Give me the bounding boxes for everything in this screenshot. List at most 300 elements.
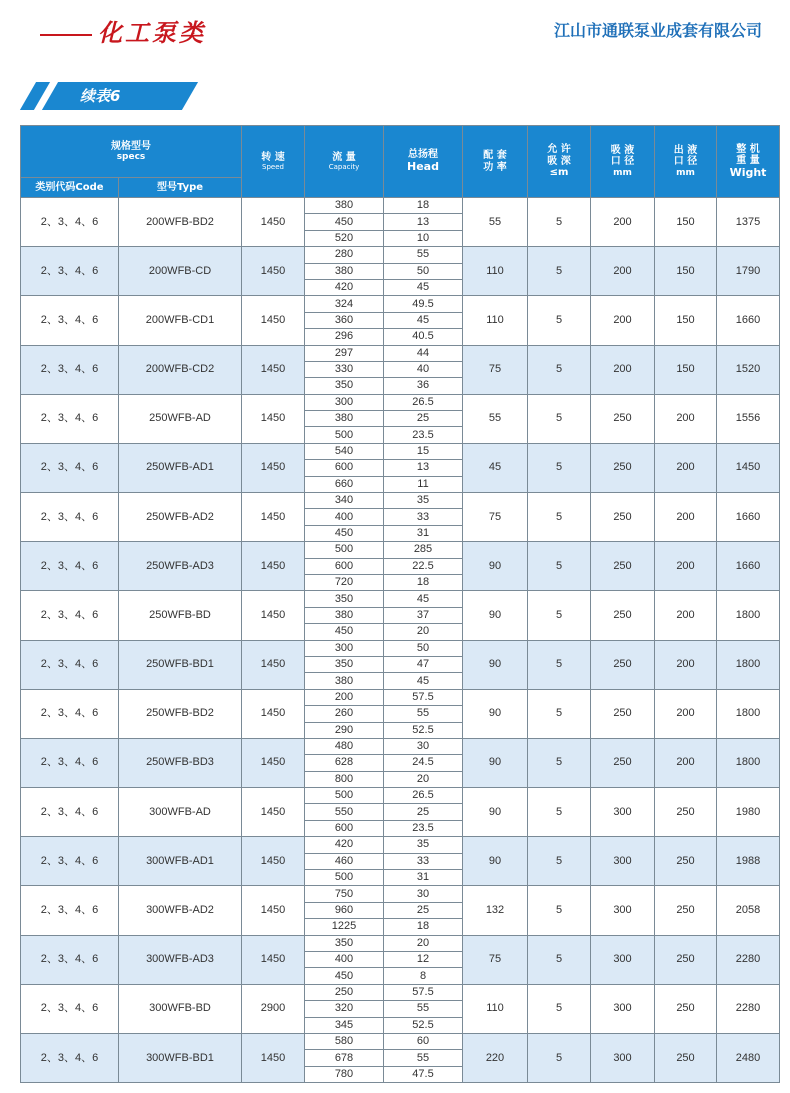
cell-flow: 380 bbox=[305, 263, 384, 279]
cell-speed: 1450 bbox=[242, 935, 305, 984]
cell-head: 31 bbox=[384, 870, 463, 886]
brand-title: 化工泵类 bbox=[98, 18, 206, 47]
cell-weight: 1980 bbox=[717, 788, 780, 837]
cell-power: 110 bbox=[463, 247, 528, 296]
cell-flow: 540 bbox=[305, 443, 384, 459]
cell-inlet: 250 bbox=[591, 394, 655, 443]
cell-head: 285 bbox=[384, 542, 463, 558]
cell-code: 2、3、4、6 bbox=[21, 591, 119, 640]
table-row bbox=[21, 640, 780, 656]
cell-suction: 5 bbox=[528, 198, 591, 247]
cell-weight: 1800 bbox=[717, 689, 780, 738]
cell-flow: 290 bbox=[305, 722, 384, 738]
weight-header-cn1: 整 机 bbox=[736, 143, 760, 155]
cell-suction: 5 bbox=[528, 1033, 591, 1082]
table-row bbox=[21, 689, 780, 705]
cell-speed: 1450 bbox=[242, 345, 305, 394]
cell-outlet: 250 bbox=[655, 935, 717, 984]
cell-flow: 460 bbox=[305, 853, 384, 869]
cell-head: 25 bbox=[384, 411, 463, 427]
cell-flow: 330 bbox=[305, 361, 384, 377]
cell-code: 2、3、4、6 bbox=[21, 542, 119, 591]
cell-head: 50 bbox=[384, 640, 463, 656]
cell-flow: 345 bbox=[305, 1017, 384, 1033]
cell-type: 250WFB-AD2 bbox=[119, 493, 242, 542]
table-row bbox=[21, 788, 780, 804]
cell-flow: 350 bbox=[305, 591, 384, 607]
cell-speed: 1450 bbox=[242, 247, 305, 296]
cell-inlet: 250 bbox=[591, 443, 655, 492]
cell-weight: 1800 bbox=[717, 591, 780, 640]
cell-weight: 1988 bbox=[717, 837, 780, 886]
cell-type: 300WFB-AD1 bbox=[119, 837, 242, 886]
cell-code: 2、3、4、6 bbox=[21, 1033, 119, 1082]
cell-inlet: 300 bbox=[591, 837, 655, 886]
cell-outlet: 200 bbox=[655, 443, 717, 492]
cell-type: 300WFB-BD1 bbox=[119, 1033, 242, 1082]
cell-flow: 380 bbox=[305, 198, 384, 214]
cell-head: 47.5 bbox=[384, 1066, 463, 1082]
cell-power: 132 bbox=[463, 886, 528, 935]
cell-head: 33 bbox=[384, 853, 463, 869]
cell-head: 25 bbox=[384, 902, 463, 918]
cell-head: 45 bbox=[384, 312, 463, 328]
capacity-header-en: Capacity bbox=[328, 163, 360, 172]
cell-power: 110 bbox=[463, 984, 528, 1033]
cell-code: 2、3、4、6 bbox=[21, 837, 119, 886]
speed-header-en: Speed bbox=[262, 163, 284, 172]
suction-header-cn1: 允 许 bbox=[547, 144, 571, 156]
cell-suction: 5 bbox=[528, 689, 591, 738]
cell-flow: 300 bbox=[305, 640, 384, 656]
cell-code: 2、3、4、6 bbox=[21, 935, 119, 984]
banner-title: 续表6 bbox=[80, 87, 121, 105]
cell-inlet: 250 bbox=[591, 493, 655, 542]
cell-weight: 2480 bbox=[717, 1033, 780, 1082]
code-header: 类别代码Code bbox=[21, 178, 119, 198]
cell-weight: 2280 bbox=[717, 935, 780, 984]
cell-flow: 500 bbox=[305, 870, 384, 886]
cell-outlet: 250 bbox=[655, 886, 717, 935]
cell-suction: 5 bbox=[528, 247, 591, 296]
cell-head: 57.5 bbox=[384, 689, 463, 705]
cell-suction: 5 bbox=[528, 296, 591, 345]
cell-head: 25 bbox=[384, 804, 463, 820]
cell-flow: 960 bbox=[305, 902, 384, 918]
cell-head: 52.5 bbox=[384, 1017, 463, 1033]
cell-power: 75 bbox=[463, 493, 528, 542]
cell-type: 300WFB-AD2 bbox=[119, 886, 242, 935]
cell-weight: 2058 bbox=[717, 886, 780, 935]
cell-outlet: 250 bbox=[655, 837, 717, 886]
cell-head: 55 bbox=[384, 1001, 463, 1017]
cell-outlet: 250 bbox=[655, 984, 717, 1033]
cell-power: 90 bbox=[463, 542, 528, 591]
cell-head: 18 bbox=[384, 574, 463, 590]
cell-flow: 450 bbox=[305, 968, 384, 984]
cell-flow: 660 bbox=[305, 476, 384, 492]
cell-flow: 250 bbox=[305, 984, 384, 1000]
cell-code: 2、3、4、6 bbox=[21, 640, 119, 689]
cell-type: 200WFB-CD2 bbox=[119, 345, 242, 394]
cell-outlet: 150 bbox=[655, 296, 717, 345]
outlet-header-cn1: 出 液 bbox=[673, 144, 698, 156]
weight-header bbox=[717, 126, 780, 198]
cell-type: 250WFB-BD2 bbox=[119, 689, 242, 738]
cell-power: 75 bbox=[463, 345, 528, 394]
outlet-header-unit: mm bbox=[676, 167, 695, 178]
cell-head: 26.5 bbox=[384, 394, 463, 410]
weight-header-cn2: 重 量 bbox=[736, 155, 760, 167]
inlet-header bbox=[591, 126, 655, 198]
capacity-header-cn: 流 量 bbox=[332, 151, 356, 163]
table-row bbox=[21, 886, 780, 902]
cell-type: 250WFB-BD bbox=[119, 591, 242, 640]
cell-flow: 300 bbox=[305, 394, 384, 410]
cell-head: 20 bbox=[384, 624, 463, 640]
cell-code: 2、3、4、6 bbox=[21, 198, 119, 247]
company-name: 江山市通联泵业成套有限公司 bbox=[553, 21, 762, 40]
table-row bbox=[21, 296, 780, 312]
cell-flow: 350 bbox=[305, 656, 384, 672]
cell-flow: 297 bbox=[305, 345, 384, 361]
cell-type: 200WFB-CD1 bbox=[119, 296, 242, 345]
cell-head: 40 bbox=[384, 361, 463, 377]
cell-inlet: 300 bbox=[591, 984, 655, 1033]
cell-flow: 400 bbox=[305, 951, 384, 967]
cell-suction: 5 bbox=[528, 788, 591, 837]
cell-outlet: 200 bbox=[655, 394, 717, 443]
cell-weight: 1800 bbox=[717, 738, 780, 787]
speed-header-cn: 转 速 bbox=[261, 151, 285, 163]
cell-speed: 1450 bbox=[242, 640, 305, 689]
cell-weight: 1660 bbox=[717, 542, 780, 591]
cell-flow: 260 bbox=[305, 706, 384, 722]
cell-weight: 2280 bbox=[717, 984, 780, 1033]
cell-type: 250WFB-AD3 bbox=[119, 542, 242, 591]
cell-code: 2、3、4、6 bbox=[21, 247, 119, 296]
cell-inlet: 200 bbox=[591, 247, 655, 296]
cell-inlet: 200 bbox=[591, 345, 655, 394]
cell-head: 55 bbox=[384, 247, 463, 263]
cell-power: 75 bbox=[463, 935, 528, 984]
cell-speed: 1450 bbox=[242, 394, 305, 443]
suction-header-cn2: 吸 深 bbox=[547, 155, 571, 167]
cell-outlet: 250 bbox=[655, 1033, 717, 1082]
cell-flow: 400 bbox=[305, 509, 384, 525]
cell-head: 31 bbox=[384, 525, 463, 541]
cell-suction: 5 bbox=[528, 345, 591, 394]
cell-speed: 1450 bbox=[242, 198, 305, 247]
cell-type: 300WFB-AD3 bbox=[119, 935, 242, 984]
cell-speed: 1450 bbox=[242, 493, 305, 542]
cell-type: 300WFB-BD bbox=[119, 984, 242, 1033]
cell-power: 90 bbox=[463, 738, 528, 787]
table-row bbox=[21, 493, 780, 509]
cell-weight: 1520 bbox=[717, 345, 780, 394]
table-row bbox=[21, 247, 780, 263]
specs-header bbox=[21, 126, 242, 178]
cell-outlet: 200 bbox=[655, 689, 717, 738]
cell-flow: 450 bbox=[305, 214, 384, 230]
cell-power: 110 bbox=[463, 296, 528, 345]
cell-power: 90 bbox=[463, 788, 528, 837]
cell-head: 8 bbox=[384, 968, 463, 984]
cell-outlet: 200 bbox=[655, 591, 717, 640]
cell-suction: 5 bbox=[528, 591, 591, 640]
cell-head: 35 bbox=[384, 837, 463, 853]
table-row bbox=[21, 542, 780, 558]
cell-speed: 1450 bbox=[242, 591, 305, 640]
cell-speed: 1450 bbox=[242, 296, 305, 345]
cell-flow: 296 bbox=[305, 329, 384, 345]
outlet-header bbox=[655, 126, 717, 198]
cell-flow: 280 bbox=[305, 247, 384, 263]
head-header-en: Head bbox=[407, 159, 439, 173]
cell-flow: 500 bbox=[305, 542, 384, 558]
cell-head: 55 bbox=[384, 706, 463, 722]
cell-head: 22.5 bbox=[384, 558, 463, 574]
cell-flow: 340 bbox=[305, 493, 384, 509]
cell-speed: 1450 bbox=[242, 788, 305, 837]
cell-head: 57.5 bbox=[384, 984, 463, 1000]
cell-head: 35 bbox=[384, 493, 463, 509]
cell-head: 44 bbox=[384, 345, 463, 361]
section-banner bbox=[20, 82, 184, 110]
cell-flow: 320 bbox=[305, 1001, 384, 1017]
cell-power: 220 bbox=[463, 1033, 528, 1082]
cell-head: 30 bbox=[384, 886, 463, 902]
cell-flow: 600 bbox=[305, 558, 384, 574]
cell-suction: 5 bbox=[528, 837, 591, 886]
cell-power: 90 bbox=[463, 837, 528, 886]
cell-flow: 500 bbox=[305, 427, 384, 443]
cell-flow: 450 bbox=[305, 525, 384, 541]
specs-header-cn: 规格型号 bbox=[111, 140, 151, 152]
cell-type: 200WFB-CD bbox=[119, 247, 242, 296]
cell-head: 60 bbox=[384, 1033, 463, 1049]
speed-header bbox=[242, 126, 305, 198]
cell-type: 300WFB-AD bbox=[119, 788, 242, 837]
cell-weight: 1790 bbox=[717, 247, 780, 296]
table-row bbox=[21, 837, 780, 853]
cell-suction: 5 bbox=[528, 935, 591, 984]
cell-flow: 200 bbox=[305, 689, 384, 705]
cell-code: 2、3、4、6 bbox=[21, 493, 119, 542]
table-row bbox=[21, 394, 780, 410]
cell-flow: 380 bbox=[305, 673, 384, 689]
cell-head: 23.5 bbox=[384, 427, 463, 443]
cell-flow: 420 bbox=[305, 279, 384, 295]
cell-flow: 600 bbox=[305, 820, 384, 836]
cell-flow: 720 bbox=[305, 574, 384, 590]
cell-head: 37 bbox=[384, 607, 463, 623]
cell-inlet: 200 bbox=[591, 296, 655, 345]
cell-flow: 500 bbox=[305, 788, 384, 804]
cell-outlet: 200 bbox=[655, 640, 717, 689]
cell-flow: 780 bbox=[305, 1066, 384, 1082]
cell-head: 20 bbox=[384, 935, 463, 951]
cell-inlet: 250 bbox=[591, 738, 655, 787]
cell-head: 52.5 bbox=[384, 722, 463, 738]
cell-inlet: 250 bbox=[591, 640, 655, 689]
cell-code: 2、3、4、6 bbox=[21, 394, 119, 443]
cell-flow: 350 bbox=[305, 378, 384, 394]
cell-inlet: 300 bbox=[591, 886, 655, 935]
table-row bbox=[21, 738, 780, 754]
cell-flow: 520 bbox=[305, 230, 384, 246]
cell-code: 2、3、4、6 bbox=[21, 296, 119, 345]
cell-head: 45 bbox=[384, 673, 463, 689]
cell-code: 2、3、4、6 bbox=[21, 689, 119, 738]
cell-suction: 5 bbox=[528, 542, 591, 591]
power-header-cn1: 配 套 bbox=[483, 150, 507, 161]
cell-power: 55 bbox=[463, 198, 528, 247]
cell-weight: 1450 bbox=[717, 443, 780, 492]
cell-flow: 450 bbox=[305, 624, 384, 640]
cell-flow: 380 bbox=[305, 411, 384, 427]
cell-speed: 1450 bbox=[242, 886, 305, 935]
inlet-header-cn2: 口 径 bbox=[610, 156, 635, 168]
cell-code: 2、3、4、6 bbox=[21, 984, 119, 1033]
cell-outlet: 150 bbox=[655, 345, 717, 394]
cell-head: 47 bbox=[384, 656, 463, 672]
cell-speed: 1450 bbox=[242, 542, 305, 591]
type-header: 型号Type bbox=[119, 178, 242, 198]
cell-inlet: 200 bbox=[591, 198, 655, 247]
cell-outlet: 150 bbox=[655, 247, 717, 296]
cell-head: 10 bbox=[384, 230, 463, 246]
cell-code: 2、3、4、6 bbox=[21, 738, 119, 787]
cell-inlet: 300 bbox=[591, 935, 655, 984]
cell-head: 13 bbox=[384, 460, 463, 476]
cell-power: 90 bbox=[463, 640, 528, 689]
cell-weight: 1800 bbox=[717, 640, 780, 689]
cell-flow: 580 bbox=[305, 1033, 384, 1049]
cell-head: 36 bbox=[384, 378, 463, 394]
cell-head: 50 bbox=[384, 263, 463, 279]
cell-suction: 5 bbox=[528, 886, 591, 935]
brand-line bbox=[40, 34, 92, 36]
cell-head: 11 bbox=[384, 476, 463, 492]
cell-power: 55 bbox=[463, 394, 528, 443]
cell-outlet: 200 bbox=[655, 542, 717, 591]
cell-flow: 480 bbox=[305, 738, 384, 754]
cell-head: 23.5 bbox=[384, 820, 463, 836]
cell-speed: 2900 bbox=[242, 984, 305, 1033]
spec-table-body bbox=[21, 198, 780, 1083]
cell-flow: 678 bbox=[305, 1050, 384, 1066]
cell-head: 30 bbox=[384, 738, 463, 754]
cell-type: 250WFB-BD1 bbox=[119, 640, 242, 689]
cell-weight: 1375 bbox=[717, 198, 780, 247]
cell-type: 250WFB-AD1 bbox=[119, 443, 242, 492]
cell-code: 2、3、4、6 bbox=[21, 443, 119, 492]
table-row bbox=[21, 1033, 780, 1049]
cell-speed: 1450 bbox=[242, 1033, 305, 1082]
cell-speed: 1450 bbox=[242, 837, 305, 886]
outlet-header-cn2: 口 径 bbox=[673, 156, 698, 168]
inlet-header-unit: mm bbox=[613, 167, 632, 178]
table-row bbox=[21, 935, 780, 951]
cell-flow: 628 bbox=[305, 755, 384, 771]
cell-head: 55 bbox=[384, 1050, 463, 1066]
cell-type: 200WFB-BD2 bbox=[119, 198, 242, 247]
cell-inlet: 250 bbox=[591, 542, 655, 591]
cell-weight: 1556 bbox=[717, 394, 780, 443]
cell-flow: 550 bbox=[305, 804, 384, 820]
cell-head: 26.5 bbox=[384, 788, 463, 804]
cell-power: 90 bbox=[463, 689, 528, 738]
cell-outlet: 250 bbox=[655, 788, 717, 837]
table-row bbox=[21, 591, 780, 607]
spec-table bbox=[20, 125, 780, 1083]
head-header bbox=[384, 126, 463, 198]
power-header bbox=[463, 126, 528, 198]
cell-suction: 5 bbox=[528, 640, 591, 689]
cell-head: 12 bbox=[384, 951, 463, 967]
cell-speed: 1450 bbox=[242, 443, 305, 492]
table-row bbox=[21, 443, 780, 459]
cell-power: 45 bbox=[463, 443, 528, 492]
cell-code: 2、3、4、6 bbox=[21, 345, 119, 394]
cell-speed: 1450 bbox=[242, 738, 305, 787]
cell-head: 13 bbox=[384, 214, 463, 230]
table-row bbox=[21, 984, 780, 1000]
cell-suction: 5 bbox=[528, 738, 591, 787]
cell-flow: 1225 bbox=[305, 919, 384, 935]
cell-head: 33 bbox=[384, 509, 463, 525]
cell-outlet: 200 bbox=[655, 493, 717, 542]
cell-flow: 380 bbox=[305, 607, 384, 623]
cell-power: 90 bbox=[463, 591, 528, 640]
power-header-cn2: 功 率 bbox=[483, 161, 507, 173]
cell-suction: 5 bbox=[528, 443, 591, 492]
capacity-header bbox=[305, 126, 384, 198]
cell-flow: 750 bbox=[305, 886, 384, 902]
suction-header bbox=[528, 126, 591, 198]
cell-head: 20 bbox=[384, 771, 463, 787]
cell-suction: 5 bbox=[528, 394, 591, 443]
cell-flow: 800 bbox=[305, 771, 384, 787]
cell-head: 24.5 bbox=[384, 755, 463, 771]
cell-flow: 324 bbox=[305, 296, 384, 312]
cell-code: 2、3、4、6 bbox=[21, 886, 119, 935]
head-header-cn: 总扬程 bbox=[408, 149, 438, 161]
cell-inlet: 300 bbox=[591, 788, 655, 837]
cell-flow: 600 bbox=[305, 460, 384, 476]
cell-inlet: 250 bbox=[591, 591, 655, 640]
cell-inlet: 300 bbox=[591, 1033, 655, 1082]
cell-flow: 350 bbox=[305, 935, 384, 951]
cell-head: 45 bbox=[384, 279, 463, 295]
cell-head: 40.5 bbox=[384, 329, 463, 345]
cell-inlet: 250 bbox=[591, 689, 655, 738]
cell-speed: 1450 bbox=[242, 689, 305, 738]
cell-outlet: 200 bbox=[655, 738, 717, 787]
suction-header-unit: ≤m bbox=[549, 167, 569, 179]
cell-head: 45 bbox=[384, 591, 463, 607]
cell-suction: 5 bbox=[528, 984, 591, 1033]
cell-flow: 360 bbox=[305, 312, 384, 328]
cell-head: 18 bbox=[384, 198, 463, 214]
table-row bbox=[21, 198, 780, 214]
cell-flow: 420 bbox=[305, 837, 384, 853]
cell-head: 18 bbox=[384, 919, 463, 935]
inlet-header-cn1: 吸 液 bbox=[610, 144, 635, 156]
specs-header-en: specs bbox=[116, 152, 146, 163]
cell-head: 15 bbox=[384, 443, 463, 459]
